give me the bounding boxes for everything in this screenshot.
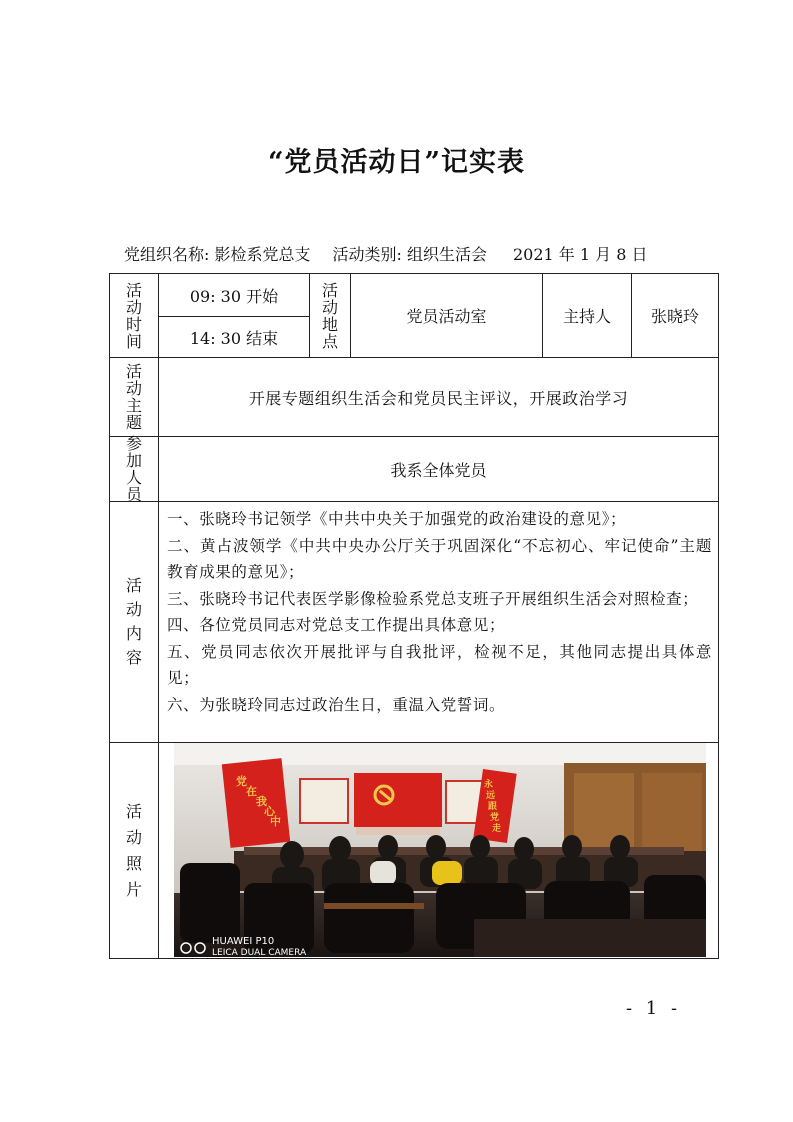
activity-date: 2021 年 1 月 8 日 bbox=[512, 245, 648, 264]
watermark-line1: HUAWEI P10 bbox=[212, 936, 275, 947]
banner-left-char: 在 bbox=[246, 785, 257, 798]
watermark-line2: LEICA DUAL CAMERA bbox=[212, 948, 307, 957]
org-name: 党组织名称: 影检系党总支 bbox=[124, 245, 311, 264]
content-label: 活 动 内 容 bbox=[109, 501, 159, 743]
host-label: 主持人 bbox=[542, 273, 632, 358]
place-label: 活 动 地 点 bbox=[309, 273, 351, 358]
time-label: 活 动 时 间 bbox=[109, 273, 159, 358]
theme-label: 活 动 主 题 bbox=[109, 357, 159, 437]
page-number: - 1 - bbox=[626, 998, 682, 1019]
banner-left-char: 心 bbox=[264, 805, 275, 818]
banner-right-char: 走 bbox=[492, 824, 502, 834]
activity-photo bbox=[174, 743, 706, 957]
end-time: 14: 30 结束 bbox=[158, 316, 310, 358]
content-item: 六、为张晓玲同志过政治生日，重温入党誓词。 bbox=[167, 695, 506, 714]
attendees-label: 参 加 人 员 bbox=[109, 436, 159, 502]
start-time: 09: 30 开始 bbox=[158, 273, 310, 317]
content-item: 二、黄占波领学《中共中央办公厅关于巩固深化“不忘初心、牢记使命”主题教育成果的意见》； bbox=[167, 536, 712, 581]
banner-right-char: 远 bbox=[486, 791, 496, 801]
content-item: 四、各位党员同志对党总支工作提出具体意见； bbox=[167, 616, 506, 634]
banner-right-char: 党 bbox=[490, 813, 500, 823]
banner-left-char: 我 bbox=[256, 795, 267, 808]
meta-line bbox=[124, 242, 694, 265]
banner-right-char: 永 bbox=[484, 780, 494, 790]
content-item: 一、张晓玲书记领学《中共中央关于加强党的政治建设的意见》； bbox=[167, 510, 627, 528]
banner-right-char: 跟 bbox=[488, 802, 498, 812]
theme-value: 开展专题组织生活会和党员民主评议，开展政治学习 bbox=[158, 357, 719, 437]
photo-label: 活 动 照 片 bbox=[109, 742, 159, 959]
content-item: 三、张晓玲书记代表医学影像检验系党总支班子开展组织生活会对照检查； bbox=[167, 589, 699, 608]
place-value: 党员活动室 bbox=[350, 273, 543, 358]
activity-type: 活动类别: 组织生活会 bbox=[332, 245, 487, 264]
banner-left-char: 党 bbox=[236, 775, 247, 788]
content-item: 五、党员同志依次开展批评与自我批评，检视不足，其他同志提出具体意见； bbox=[167, 642, 712, 687]
banner-left-char: 中 bbox=[270, 815, 281, 828]
document-title: “党员活动日”记实表 bbox=[267, 147, 526, 178]
attendees-value: 我系全体党员 bbox=[158, 436, 719, 502]
host-value: 张晓玲 bbox=[631, 273, 719, 358]
content-list bbox=[158, 501, 719, 743]
